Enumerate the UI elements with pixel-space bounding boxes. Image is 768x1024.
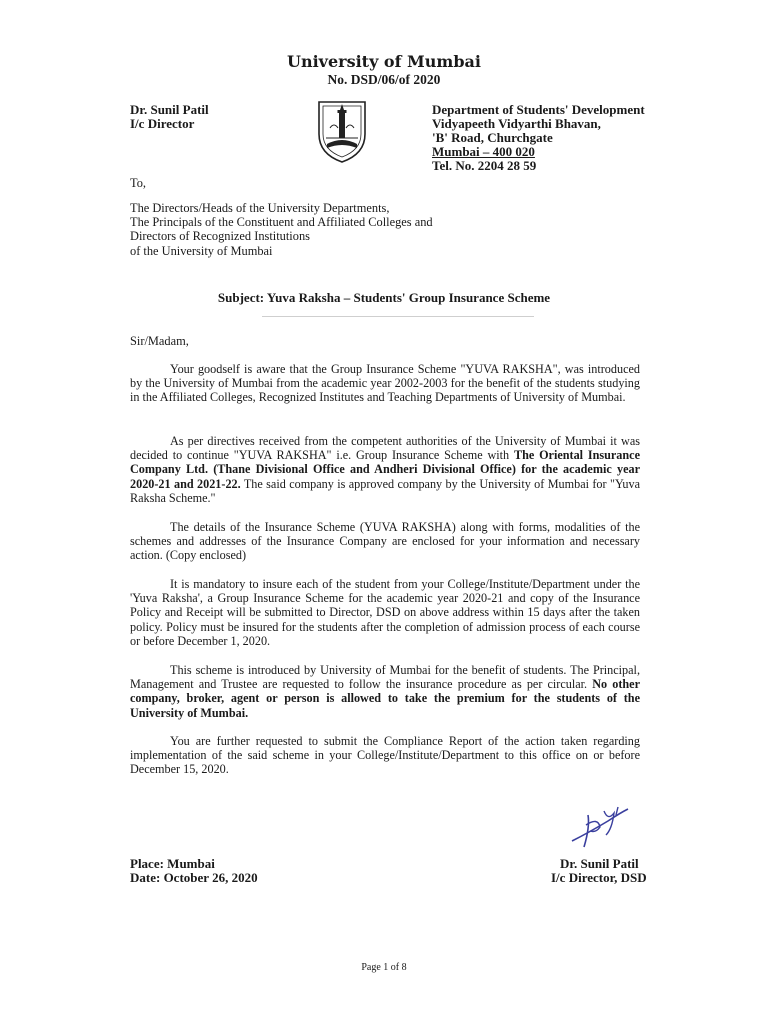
building-name: Vidyapeeth Vidyarthi Bhavan, xyxy=(432,116,601,131)
recipient-line: The Directors/Heads of the University Departments, xyxy=(130,201,390,215)
reference-number: No. DSD/06/of 2020 xyxy=(327,72,441,87)
paragraph-6: You are further requested to submit the Compliance Report of the action taken regarding implementation of the said scheme in your College/Institute/Department to this office on or before December 15, 2020. xyxy=(130,734,640,777)
recipient-line: Directors of Recognized Institutions xyxy=(130,229,310,244)
department-name: Department of Students' Development xyxy=(432,102,645,117)
paragraph-4: It is mandatory to insure each of the student from your College/Institute/Department under the 'Yuva Raksha', a Group Insurance Scheme for the academic year 2020-21 and copy of the Insurance Policy and Receipt will be submitted to Director, DSD on above address within 15 days after the taken policy. Policy must be insured for the students after the completion of admission process of each course or before December 1, 2020. xyxy=(130,577,640,648)
sender-title: I/c Director xyxy=(130,116,195,131)
department-address xyxy=(432,103,645,173)
paragraph-5: This scheme is introduced by University of Mumbai for the benefit of students. The Principal, Management and Trustee are requested to follow the insurance procedure as per circular. No other company, broker, agent or person is allowed to take the premium for the students of the University of Mumbai. xyxy=(130,663,640,720)
date-line: Date: October 26, 2020 xyxy=(130,870,258,885)
signatory-title: I/c Director, DSD xyxy=(551,870,647,885)
sender-block xyxy=(130,103,209,131)
signatory-name: Dr. Sunil Patil xyxy=(560,856,639,871)
subject-line: Subject: Yuva Raksha – Students' Group Insurance Scheme xyxy=(217,290,551,305)
page-number: Page 1 of 8 xyxy=(361,962,407,973)
university-emblem xyxy=(313,98,371,164)
paragraph-2: As per directives received from the competent authorities of the University of Mumbai it was decided to continue "YUVA RAKSHA" i.e. Group Insurance Scheme with The Oriental Insurance Company Ltd. (Thane Divisional Office and Andheri Divisional Office) for the academic year 2020-21 and 2021-22. The said company is approved company by the University of Mumbai for "Yuva Raksha Scheme." xyxy=(130,434,640,505)
recipients xyxy=(130,201,433,258)
signature xyxy=(568,803,634,853)
recipient-line: The Principals of the Constituent and Affiliated Colleges and xyxy=(130,215,433,230)
paragraph-3: The details of the Insurance Scheme (YUVA RAKSHA) along with forms, modalities of the schemes and addresses of the Insurance Company are enclosed for your information and necessary action. (Copy enclosed) xyxy=(130,520,640,563)
university-title: University of Mumbai xyxy=(287,52,481,71)
to-label: To, xyxy=(130,176,146,190)
place-line: Place: Mumbai xyxy=(130,856,215,871)
paragraph-1: Your goodself is aware that the Group Insurance Scheme "YUVA RAKSHA", was introduced by the University of Mumbai from the academic year 2002-2003 for the benefit of the students studying in the Affiliated Colleges, Recognized Institutes and Teaching Departments of University of Mumbai. xyxy=(130,362,640,405)
telephone: Tel. No. 2204 28 59 xyxy=(432,158,537,173)
salutation: Sir/Madam, xyxy=(130,334,189,348)
road-name: 'B' Road, Churchgate xyxy=(432,130,553,145)
sender-name: Dr. Sunil Patil xyxy=(130,102,209,117)
city-pin: Mumbai – 400 020 xyxy=(432,144,535,159)
recipient-line: of the University of Mumbai xyxy=(130,243,273,258)
subject-rule xyxy=(262,316,534,317)
